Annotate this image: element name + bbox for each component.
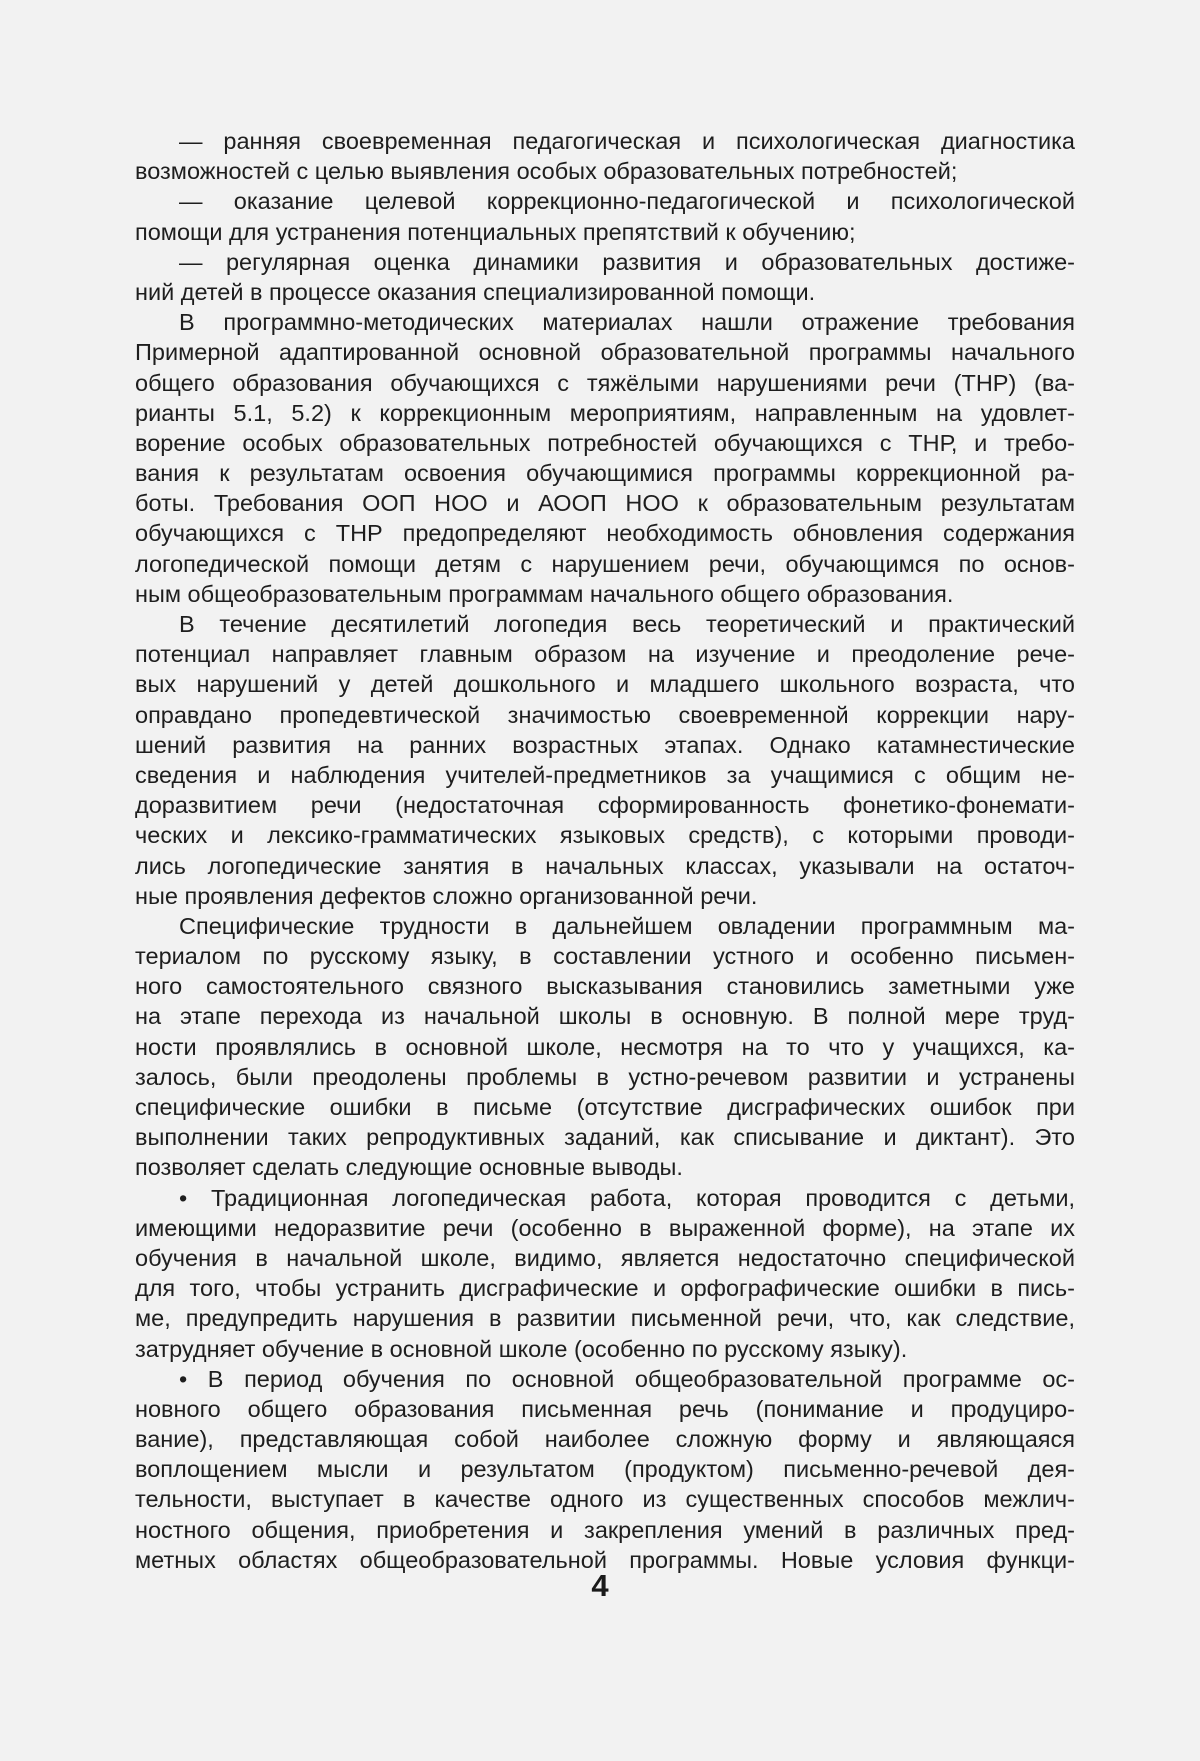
text-line: возможностей с целью выявления особых образовательных потребностей; bbox=[135, 158, 958, 185]
text-line: • В период обучения по основной общеобразовательной программе ос- bbox=[179, 1365, 1075, 1392]
text-line: ний детей в процессе оказания специализированной помощи. bbox=[135, 278, 816, 305]
text-line: ным общеобразовательным программам начального общего образования. bbox=[135, 580, 954, 607]
text-line: вание), представляющая собой наиболее сложную форму и являющаяся bbox=[135, 1426, 1075, 1453]
text-line: сведения и наблюдения учителей-предметников за учащимися с общим не- bbox=[135, 761, 1075, 788]
text-line: метных областях общеобразовательной программы. Новые условия функци- bbox=[135, 1546, 1075, 1573]
text-line: шений развития на ранних возрастных этапах. Однако катамнестические bbox=[135, 731, 1075, 758]
text-line: — ранняя своевременная педагогическая и психологическая диагностика bbox=[179, 128, 1075, 154]
text-line: обучения в начальной школе, видимо, является недостаточно специфической bbox=[135, 1244, 1075, 1271]
text-line: ворение особых образовательных потребностей обучающихся с ТНР, и требо- bbox=[135, 429, 1075, 456]
text-line: В программно-методических материалах нашли отражение требования bbox=[179, 309, 1075, 336]
text-line: териалом по русскому языку, в составлении устного и особенно письмен- bbox=[135, 943, 1075, 970]
text-line: лись логопедические занятия в начальных классах, указывали на остаточ- bbox=[135, 852, 1075, 879]
text-line: оправдано пропедевтической значимостью своевременной коррекции нару- bbox=[135, 701, 1075, 728]
text-line: ческих и лексико-грамматических языковых средств), с которыми проводи- bbox=[135, 822, 1075, 849]
text-line: специфические ошибки в письме (отсутствие дисграфических ошибок при bbox=[135, 1094, 1075, 1120]
text-line: на этапе перехода из начальной школы в основную. В полной мере труд- bbox=[135, 1003, 1075, 1030]
text-line: • Традиционная логопедическая работа, которая проводится с детьми, bbox=[179, 1184, 1075, 1211]
text-line: для того, чтобы устранить дисграфические и орфографические ошибки в пись- bbox=[135, 1275, 1075, 1302]
text-line: имеющими недоразвитие речи (особенно в выраженной форме), на этапе их bbox=[135, 1214, 1075, 1241]
text-line: боты. Требования ООП НОО и АООП НОО к образовательным результатам bbox=[135, 490, 1075, 517]
text-line: ные проявления дефектов сложно организованной речи. bbox=[135, 882, 758, 909]
text-line: вых нарушений у детей дошкольного и младшего школьного возраста, что bbox=[135, 671, 1075, 698]
text-line: В течение десятилетий логопедия весь теоретический и практический bbox=[179, 611, 1075, 637]
text-line: затрудняет обучение в основной школе (особенно по русскому языку). bbox=[135, 1335, 908, 1362]
text-line: ме, предупредить нарушения в развитии письменной речи, что, как следствие, bbox=[135, 1305, 1075, 1332]
text-line: рианты 5.1, 5.2) к коррекционным мероприятиям, направленным на удовлет- bbox=[135, 399, 1075, 426]
text-line: обучающихся с ТНР предопределяют необходимость обновления содержания bbox=[135, 520, 1075, 547]
text-line: ностного общения, приобретения и закрепления умений в различных пред- bbox=[135, 1516, 1075, 1543]
text-line: новного общего образования письменная речь (понимание и продуциро- bbox=[135, 1395, 1075, 1422]
text-line: — регулярная оценка динамики развития и образовательных достиже- bbox=[179, 248, 1075, 275]
text-line: ности проявлялись в основной школе, несмотря на то что у учащихся, ка- bbox=[135, 1033, 1075, 1060]
text-line: общего образования обучающихся с тяжёлыми нарушениями речи (ТНР) (ва- bbox=[135, 369, 1075, 396]
text-line: тельности, выступает в качестве одного из существенных способов межлич- bbox=[135, 1486, 1075, 1513]
text-line: потенциал направляет главным образом на изучение и преодоление рече- bbox=[135, 641, 1075, 668]
text-line: воплощением мысли и результатом (продуктом) письменно-речевой дея- bbox=[135, 1456, 1075, 1483]
text-line: Специфические трудности в дальнейшем овладении программным ма- bbox=[179, 912, 1075, 939]
text-line: доразвитием речи (недостаточная сформированность фонетико-фонемати- bbox=[135, 792, 1075, 819]
text-line: помощи для устранения потенциальных препятствий к обучению; bbox=[135, 218, 856, 245]
page-number: 4 bbox=[591, 1568, 609, 1603]
text-line: Примерной адаптированной основной образовательной программы начального bbox=[135, 339, 1075, 366]
text-line: залось, были преодолены проблемы в устно-речевом развитии и устранены bbox=[135, 1063, 1075, 1090]
text-line: — оказание целевой коррекционно-педагогической и психологической bbox=[179, 188, 1075, 215]
text-line: вания к результатам освоения обучающимися программы коррекционной ра- bbox=[135, 460, 1075, 487]
text-line: выполнении таких репродуктивных заданий, как списывание и диктант). Это bbox=[135, 1124, 1075, 1151]
text-line: ного самостоятельного связного высказывания становились заметными уже bbox=[135, 973, 1075, 1000]
text-line: логопедической помощи детям с нарушением речи, обучающимся по основ- bbox=[135, 550, 1075, 577]
text-line: позволяет сделать следующие основные выводы. bbox=[135, 1154, 683, 1181]
body-text bbox=[135, 126, 1075, 1575]
